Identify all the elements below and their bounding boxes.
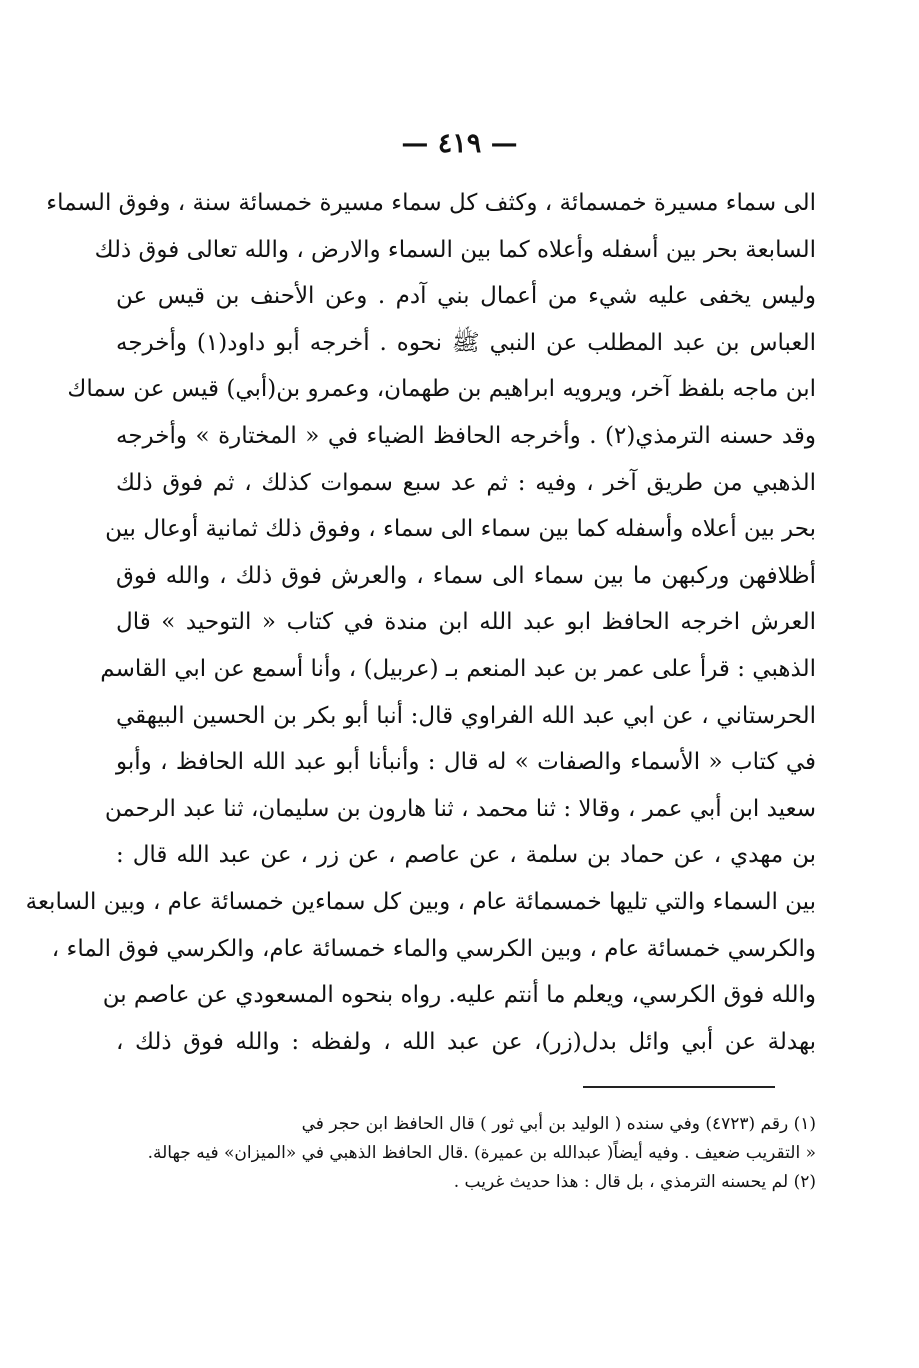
footnote-line: (١) رقم (٤٧٢٣) وفي سنده ( الوليد بن أبي ثور ) قال الحافظ ابن حجر في: [301, 1114, 816, 1134]
text-line: بهدلة عن أبي وائل بدل(زر)، عن عبد الله ، ولفظه : والله فوق ذلك ،: [116, 1028, 816, 1055]
text-line: السابعة بحر بين أسفله وأعلاه كما بين السماء والارض ، والله تعالى فوق ذلك: [94, 236, 816, 263]
text-line: الحرستاني ، عن ابي عبد الله الفراوي قال: أنبا أبو بكر بن الحسين البيهقي: [116, 702, 816, 729]
text-line: الذهبي من طريق آخر ، وفيه : ثم عد سبع سموات كذلك ، ثم فوق ذلك: [116, 469, 816, 496]
text-line: العباس بن عبد المطلب عن النبي ﷺ نحوه . أخرجه أبو داود(١) وأخرجه: [116, 329, 816, 356]
main-text: [25, 180, 816, 1065]
footnote-line: « التقريب ضعيف . وفيه أيضاً( عبدالله بن عميرة) .قال الحافظ الذهبي في «الميزان» فيه جهالة.: [147, 1143, 816, 1163]
text-line: أظلافهن وركبهن ما بين سماء الى سماء ، والعرش فوق ذلك ، والله فوق: [116, 562, 816, 589]
text-line: وليس يخفى عليه شيء من أعمال بني آدم . وعن الأحنف بن قيس عن: [116, 283, 816, 310]
text-line: الى سماء مسيرة خمسمائة ، وكثف كل سماء مسيرة خمسائة سنة ، وفوق السماء: [46, 190, 816, 216]
text-line: العرش اخرجه الحافظ ابو عبد الله ابن مندة في كتاب « التوحيد » قال: [116, 609, 816, 636]
text-line: بين السماء والتي تليها خمسمائة عام ، وبين كل سماءين خمسائة عام ، وبين السابعة: [25, 888, 816, 915]
page-number: — ٤١٩ —: [401, 128, 518, 159]
footnote-separator: [583, 1086, 775, 1088]
text-line: الذهبي : قرأ على عمر بن عبد المنعم بـ (عربيل) ، وأنا أسمع عن ابي القاسم: [100, 655, 816, 682]
text-line: والكرسي خمسائة عام ، وبين الكرسي والماء خمسائة عام، والكرسي فوق الماء ،: [51, 935, 816, 962]
footnote-line: (٢) لم يحسنه الترمذي ، بل قال : هذا حديث غريب .: [453, 1172, 816, 1192]
text-line: وقد حسنه الترمذي(٢) . وأخرجه الحافظ الضياء في « المختارة » وأخرجه: [116, 422, 816, 449]
footnotes: [130, 1110, 816, 1197]
text-line: في كتاب « الأسماء والصفات » له قال : وأنبأنا أبو عبد الله الحافظ ، وأبو: [116, 749, 816, 776]
text-line: والله فوق الكرسي، ويعلم ما أنتم عليه. رواه بنحوه المسعودي عن عاصم بن: [102, 982, 816, 1009]
text-line: سعيد ابن أبي عمر ، وقالا : ثنا محمد ، ثنا هارون بن سليمان، ثنا عبد الرحمن: [104, 795, 816, 822]
text-line: بن مهدي ، عن حماد بن سلمة ، عن عاصم ، عن زر ، عن عبد الله قال :: [116, 842, 816, 869]
text-line: ابن ماجه بلفظ آخر، ويرويه ابراهيم بن طهمان، وعمرو بن(أبي) قيس عن سماك: [67, 376, 816, 403]
text-line: بحر بين أعلاه وأسفله كما بين سماء الى سماء ، وفوق ذلك ثمانية أوعال بين: [105, 516, 816, 543]
